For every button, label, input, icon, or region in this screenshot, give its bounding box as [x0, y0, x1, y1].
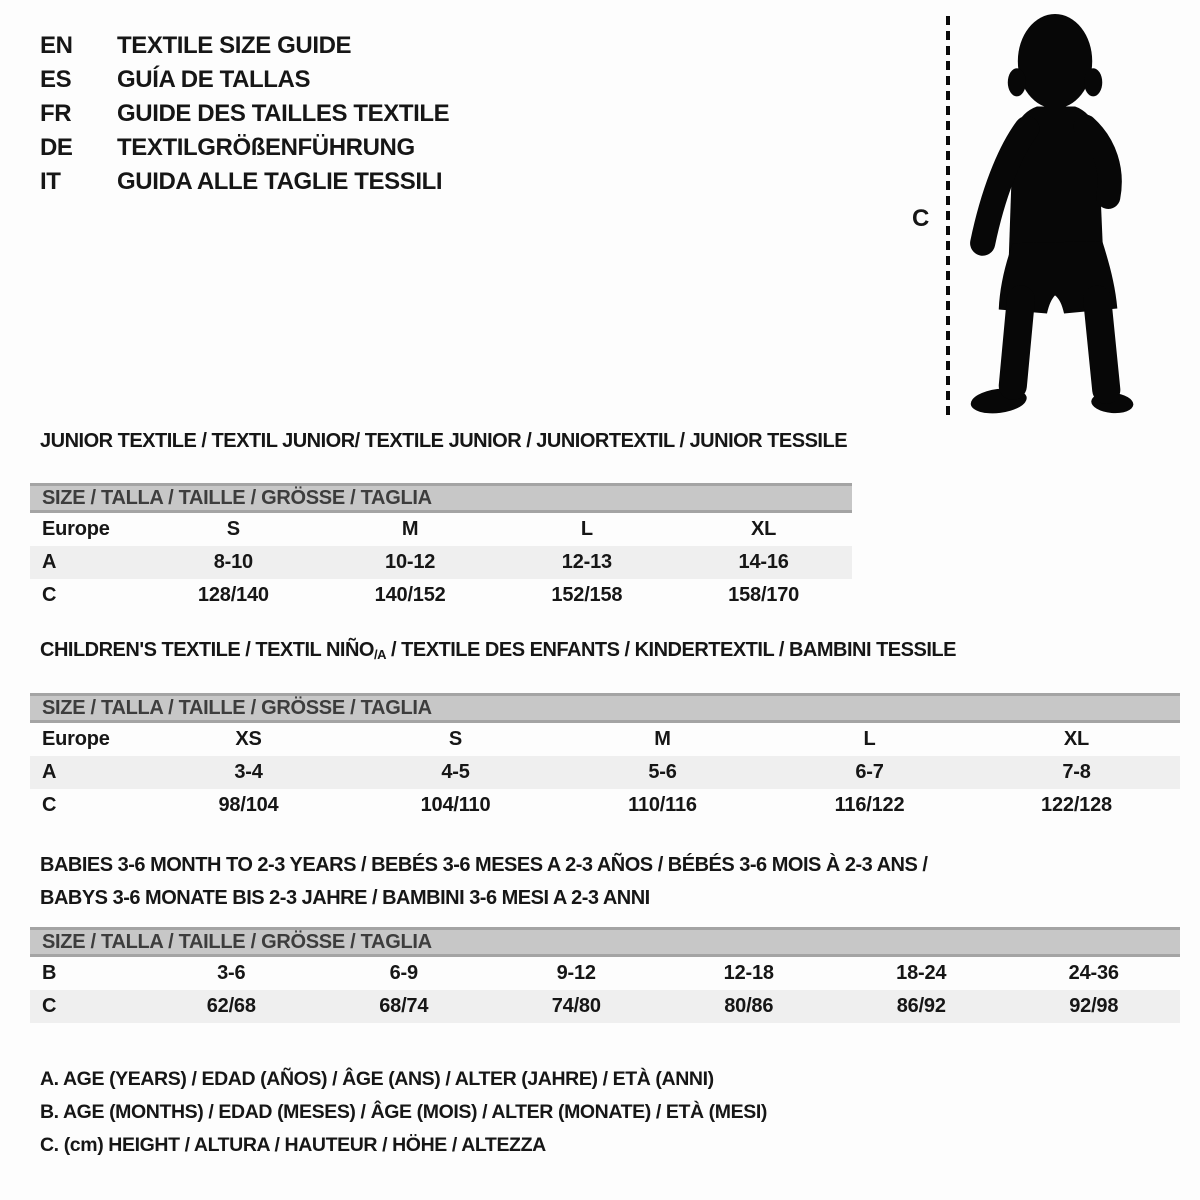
language-code: IT	[40, 168, 61, 195]
children-title-sub: /A	[373, 647, 386, 662]
table-row	[30, 756, 1180, 789]
table-cell: 98/104	[218, 794, 279, 816]
language-title-list	[40, 29, 449, 199]
children-textile-section	[30, 637, 1180, 822]
table-cell: 14-16	[738, 551, 789, 573]
table-cell: 74/80	[551, 995, 601, 1017]
table-cell: 152/158	[551, 584, 623, 606]
measure-c-label: C	[912, 205, 930, 232]
language-title: TEXTILGRÖßENFÜHRUNG	[117, 134, 415, 161]
size-table-header: SIZE / TALLA / TAILLE / GRÖSSE / TAGLIA	[30, 693, 1180, 723]
language-code: FR	[40, 100, 72, 127]
children-section-title	[40, 637, 1180, 665]
babies-textile-section	[30, 849, 1180, 1023]
row-label: Europe	[42, 728, 110, 750]
language-code: ES	[40, 66, 72, 93]
language-row	[40, 165, 449, 199]
table-cell: 128/140	[197, 584, 269, 606]
babies-title-line1: BABIES 3-6 MONTH TO 2-3 YEARS / BEBÉS 3-6 MESES A 2-3 AÑOS / BÉBÉS 3-6 MOIS À 2-3 ANS /	[40, 854, 928, 876]
table-cell: 3-6	[217, 962, 246, 984]
language-row	[40, 131, 449, 165]
children-size-table	[30, 693, 1180, 822]
row-label: B	[42, 962, 57, 984]
table-cell: 104/110	[420, 794, 491, 816]
table-cell: 110/116	[628, 794, 697, 816]
table-cell: 140/152	[374, 584, 446, 606]
babies-size-table	[30, 927, 1180, 1023]
table-cell: 5-6	[648, 761, 677, 783]
row-label: A	[42, 551, 57, 573]
table-cell: 18-24	[896, 962, 947, 984]
table-cell: 4-5	[441, 761, 470, 783]
row-label: Europe	[42, 518, 110, 540]
junior-size-table	[30, 483, 852, 612]
table-cell: 6-9	[389, 962, 418, 984]
legend-line: A. AGE (YEARS) / EDAD (AÑOS) / ÂGE (ANS) / ALTER (JAHRE) / ETÀ (ANNI)	[40, 1068, 714, 1090]
language-title: GUIDE DES TAILLES TEXTILE	[117, 100, 450, 127]
junior-section-title	[40, 428, 852, 454]
table-cell: 12-13	[561, 551, 612, 573]
children-title-pre: CHILDREN'S TEXTILE / TEXTIL NIÑO	[40, 639, 374, 661]
table-row	[30, 723, 1180, 756]
row-label: C	[42, 794, 57, 816]
size-table-header: SIZE / TALLA / TAILLE / GRÖSSE / TAGLIA	[30, 927, 1180, 957]
row-label: C	[42, 584, 57, 606]
table-cell: 62/68	[206, 995, 256, 1017]
table-row	[30, 513, 852, 546]
junior-section-title-text: JUNIOR TEXTILE / TEXTIL JUNIOR/ TEXTILE JUNIOR / JUNIORTEXTIL / JUNIOR TESSILE	[40, 430, 848, 452]
table-cell: S	[448, 728, 463, 750]
table-cell: XL	[751, 518, 777, 540]
table-row	[30, 789, 1180, 822]
legend-line: B. AGE (MONTHS) / EDAD (MESES) / ÂGE (MOIS) / ALTER (MONATE) / ETÀ (MESI)	[40, 1101, 767, 1123]
table-cell: M	[401, 518, 419, 540]
table-row	[30, 546, 852, 579]
measurement-legend	[40, 1063, 767, 1162]
table-cell: 68/74	[379, 995, 429, 1017]
table-cell: 80/86	[724, 995, 774, 1017]
table-cell: 9-12	[556, 962, 596, 984]
table-row	[30, 990, 1180, 1023]
table-cell: 6-7	[855, 761, 884, 783]
table-cell: S	[226, 518, 240, 540]
table-cell: 10-12	[385, 551, 436, 573]
language-title: GUÍA DE TALLAS	[117, 66, 311, 93]
table-cell: XS	[235, 728, 262, 750]
language-code: DE	[40, 134, 73, 161]
language-title: TEXTILE SIZE GUIDE	[117, 32, 352, 59]
height-figure	[900, 0, 1200, 430]
legend-line: C. (cm) HEIGHT / ALTURA / HAUTEUR / HÖHE / ALTEZZA	[40, 1134, 546, 1156]
table-cell: 8-10	[213, 551, 253, 573]
baby-silhouette-icon	[966, 12, 1136, 414]
table-cell: 86/92	[896, 995, 946, 1017]
table-row	[30, 957, 1180, 990]
table-cell: 3-4	[234, 761, 263, 783]
language-row	[40, 97, 449, 131]
language-row	[40, 63, 449, 97]
table-cell: L	[863, 728, 876, 750]
language-row	[40, 29, 449, 63]
table-cell: 24-36	[1068, 962, 1119, 984]
language-title: GUIDA ALLE TAGLIE TESSILI	[117, 168, 443, 195]
table-cell: XL	[1063, 728, 1090, 750]
row-label: A	[42, 761, 57, 783]
table-cell: M	[654, 728, 671, 750]
table-row	[30, 579, 852, 612]
table-cell: 7-8	[1062, 761, 1091, 783]
table-cell: 122/128	[1041, 794, 1112, 816]
height-measure-line-icon	[946, 16, 950, 416]
children-title-post: / TEXTILE DES ENFANTS / KINDERTEXTIL / BAMBINI TESSILE	[385, 639, 956, 661]
row-label: C	[42, 995, 57, 1017]
babies-section-title	[40, 849, 1180, 915]
table-cell: 92/98	[1069, 995, 1119, 1017]
babies-title-line2: BABYS 3-6 MONATE BIS 2-3 JAHRE / BAMBINI 3-6 MESI A 2-3 ANNI	[40, 887, 650, 909]
junior-textile-section	[30, 428, 852, 612]
table-cell: 12-18	[723, 962, 774, 984]
table-cell: L	[580, 518, 593, 540]
table-cell: 116/122	[834, 794, 905, 816]
size-table-header: SIZE / TALLA / TAILLE / GRÖSSE / TAGLIA	[30, 483, 852, 513]
language-code: EN	[40, 32, 73, 59]
table-cell: 158/170	[728, 584, 800, 606]
